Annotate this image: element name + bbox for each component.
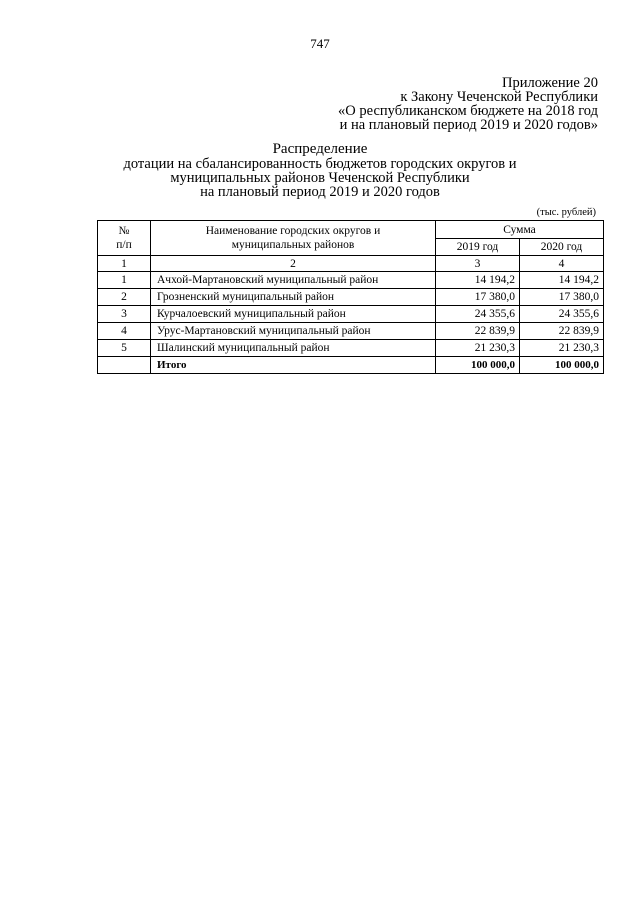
appendix-line: и на плановый период 2019 и 2020 годов» [339, 117, 598, 133]
total-label: Итого [151, 357, 436, 374]
amount-2019: 17 380,0 [436, 289, 520, 306]
district-name: Грозненский муниципальный район [151, 289, 436, 306]
title-line: Распределение [272, 141, 368, 157]
document-title [0, 142, 640, 199]
amount-2020: 24 355,6 [520, 306, 604, 323]
table-row [98, 340, 604, 357]
column-number-row [98, 256, 604, 272]
district-name: Ачхой-Мартановский муниципальный район [151, 272, 436, 289]
table-row [98, 306, 604, 323]
appendix-line: к Закону Чеченской Республики [400, 89, 598, 105]
table-row [98, 289, 604, 306]
units-note: (тыс. рублей) [536, 207, 596, 218]
column-number: 3 [436, 256, 520, 272]
district-name: Курчалоевский муниципальный район [151, 306, 436, 323]
title-line: муниципальных районов Чеченской Республики [170, 170, 470, 186]
row-number: 5 [98, 340, 151, 357]
appendix-line: «О республиканском бюджете на 2018 год [338, 103, 598, 119]
header-number [98, 221, 151, 256]
district-name: Шалинский муниципальный район [151, 340, 436, 357]
header-year-2020: 2020 год [520, 239, 604, 256]
amount-2020: 17 380,0 [520, 289, 604, 306]
header-number-line: п/п [116, 239, 132, 251]
header-name [151, 221, 436, 256]
table-row [98, 272, 604, 289]
header-year-2019: 2019 год [436, 239, 520, 256]
header-name-line: Наименование городских округов и [205, 225, 381, 237]
title-line: на плановый период 2019 и 2020 годов [200, 184, 440, 200]
column-number: 1 [98, 256, 151, 272]
row-number: 3 [98, 306, 151, 323]
row-number: 1 [98, 272, 151, 289]
amount-2019: 21 230,3 [436, 340, 520, 357]
row-number: 2 [98, 289, 151, 306]
amount-2019: 24 355,6 [436, 306, 520, 323]
row-number: 4 [98, 323, 151, 340]
header-sum: Сумма [436, 221, 604, 239]
table-row [98, 323, 604, 340]
table-header-row [98, 221, 604, 239]
amount-2019: 14 194,2 [436, 272, 520, 289]
header-name-line: муниципальных районов [231, 239, 355, 251]
amount-2020: 14 194,2 [520, 272, 604, 289]
appendix-line: Приложение 20 [502, 75, 598, 91]
column-number: 2 [151, 256, 436, 272]
amount-2020: 22 839,9 [520, 323, 604, 340]
total-2019: 100 000,0 [436, 357, 520, 374]
amount-2020: 21 230,3 [520, 340, 604, 357]
appendix-reference [338, 76, 598, 132]
total-2020: 100 000,0 [520, 357, 604, 374]
total-number [98, 357, 151, 374]
district-name: Урус-Мартановский муниципальный район [151, 323, 436, 340]
column-number: 4 [520, 256, 604, 272]
title-line: дотации на сбалансированность бюджетов городских округов и [123, 156, 517, 172]
total-row [98, 357, 604, 374]
header-number-line: № [118, 225, 130, 237]
amount-2019: 22 839,9 [436, 323, 520, 340]
subsidy-table [97, 220, 604, 374]
page-number: 747 [310, 36, 330, 51]
